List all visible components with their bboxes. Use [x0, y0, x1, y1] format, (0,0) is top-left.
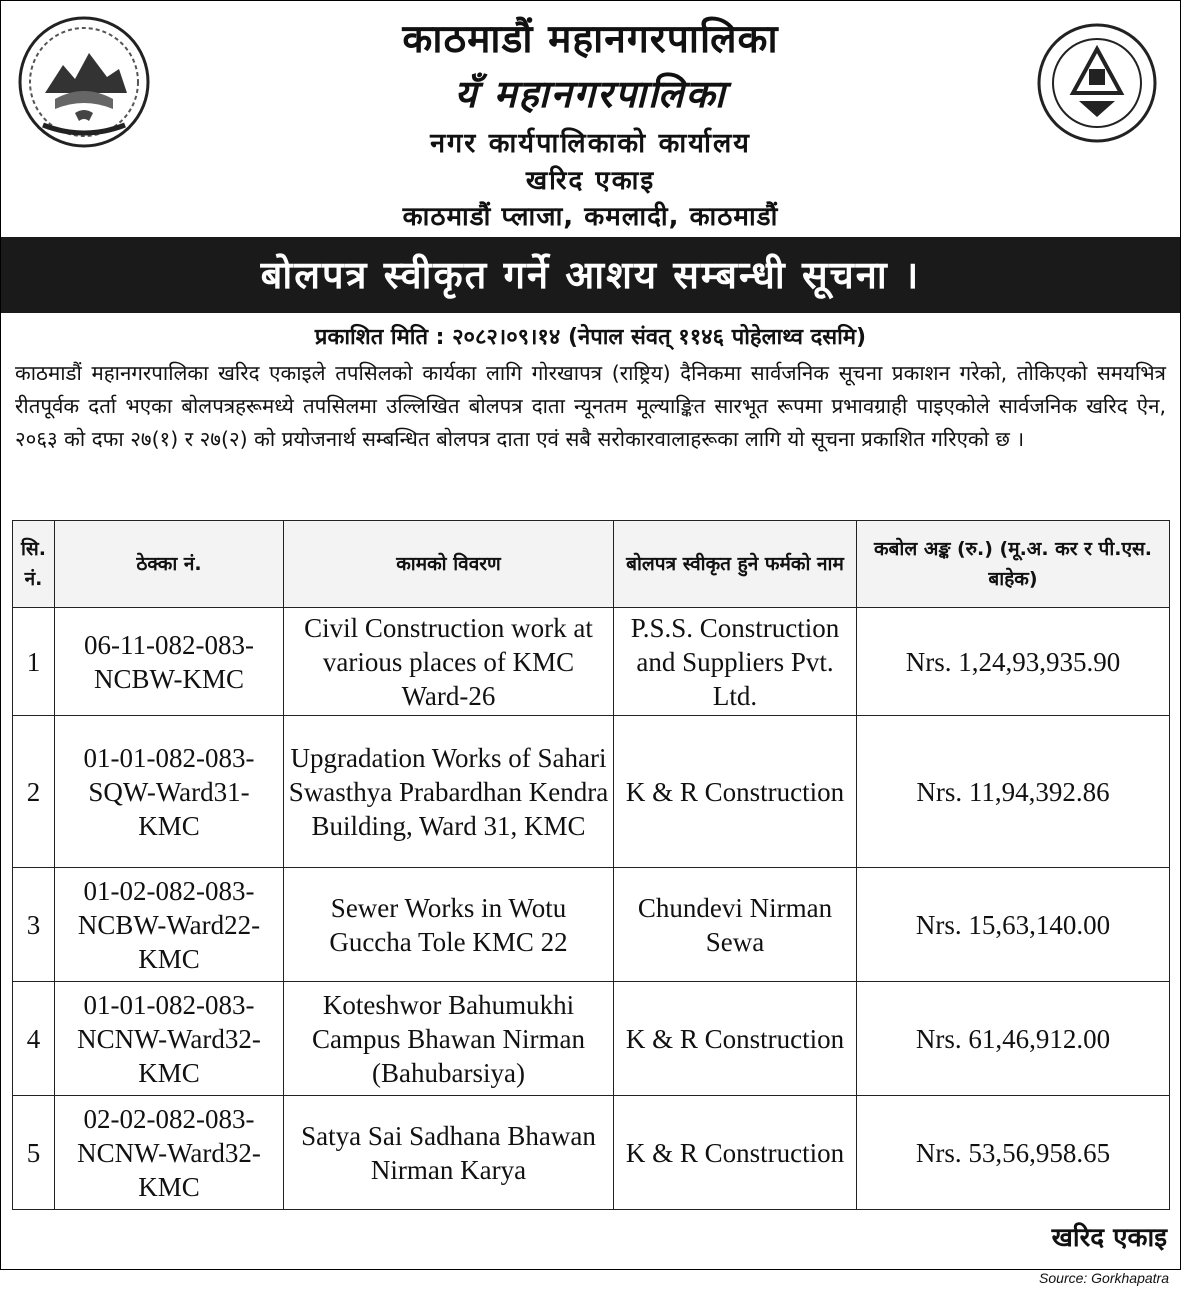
- cell-description: Civil Construction work at various places of KMC Ward-26: [284, 608, 614, 716]
- cell-firm: P.S.S. Construction and Suppliers Pvt. Ltd.: [614, 608, 857, 716]
- source-note: Source: Gorkhapatra: [1039, 1270, 1169, 1286]
- cell-description: Koteshwor Bahumukhi Campus Bhawan Nirman (Bahubarsiya): [284, 982, 614, 1096]
- table-row: [13, 868, 1170, 982]
- published-date: प्रकाशित मिति : २०८२।०९।१४ (नेपाल संवत् ११४६ पोहेलाथ्व दसमि): [314, 325, 867, 350]
- header-firm: बोलपत्र स्वीकृत हुने फर्मको नाम: [614, 521, 857, 608]
- header-sn: सि. नं.: [13, 521, 55, 608]
- cell-contract-no: 01-01-082-083-SQW-Ward31-KMC: [55, 716, 284, 868]
- notice-body: काठमाडौं महानगरपालिका खरिद एकाइले तपसिलको कार्यका लागि गोरखापत्र (राष्ट्रिय) दैनिकमा सार्वजनिक सूचना प्रकाशन गरेको, तोकिएको समयभित्र रीतपूर्वक दर्ता भएका बोलपत्रहरूमध्ये तपसिलमा उल्लिखित बोलपत्र दाता न्यूनतम मूल्याङ्कित सारभूत रूपमा प्रभावग्राही पाइएकोले सार्वजनिक खरिद ऐन, २०६३ को दफा २७(१) र २७(२) को प्रयोजनार्थ सम्बन्धित बोलपत्र दाता एवं सबै सरोकारवालाहरूका लागि यो सूचना प्रकाशित गरिएको छ ।: [15, 361, 1166, 451]
- header-amount: कबोल अङ्क (रु.) (मू.अ. कर र पी.एस. बाहेक): [857, 521, 1170, 608]
- unit-name: खरिद एकाइ: [525, 166, 656, 196]
- cell-description: Sewer Works in Wotu Guccha Tole KMC 22: [284, 868, 614, 982]
- cell-firm: Chundevi Nirman Sewa: [614, 868, 857, 982]
- cell-amount: Nrs. 1,24,93,935.90: [857, 608, 1170, 716]
- header-contract-no: ठेक्का नं.: [55, 521, 284, 608]
- office-address: काठमाडौं प्लाजा, कमलादी, काठमाडौं: [402, 202, 779, 232]
- notice-title: बोलपत्र स्वीकृत गर्ने आशय सम्बन्धी सूचना ।: [1, 237, 1180, 313]
- kmc-seal-icon: [1029, 21, 1165, 145]
- cell-sn: 4: [13, 982, 55, 1096]
- table-row: [13, 982, 1170, 1096]
- cell-sn: 2: [13, 716, 55, 868]
- cell-sn: 1: [13, 608, 55, 716]
- tender-table: [12, 520, 1170, 1210]
- cell-sn: 3: [13, 868, 55, 982]
- cell-sn: 5: [13, 1096, 55, 1210]
- office-name: नगर कार्यपालिकाको कार्यालय: [430, 128, 751, 159]
- cell-amount: Nrs. 11,94,392.86: [857, 716, 1170, 868]
- header-description: कामको विवरण: [284, 521, 614, 608]
- table-row: [13, 1096, 1170, 1210]
- cell-contract-no: 02-02-082-083-NCNW-Ward32-KMC: [55, 1096, 284, 1210]
- cell-contract-no: 06-11-082-083-NCBW-KMC: [55, 608, 284, 716]
- cell-description: Upgradation Works of Sahari Swasthya Prabardhan Kendra Building, Ward 31, KMC: [284, 716, 614, 868]
- header: [1, 1, 1180, 237]
- table-row: [13, 716, 1170, 868]
- table-header-row: [13, 521, 1170, 608]
- cell-amount: Nrs. 53,56,958.65: [857, 1096, 1170, 1210]
- cell-firm: K & R Construction: [614, 982, 857, 1096]
- cell-firm: K & R Construction: [614, 1096, 857, 1210]
- cell-firm: K & R Construction: [614, 716, 857, 868]
- cell-description: Satya Sai Sadhana Bhawan Nirman Karya: [284, 1096, 614, 1210]
- cell-amount: Nrs. 15,63,140.00: [857, 868, 1170, 982]
- org-name-nepal-bhasa: यँ महानगरपालिका: [454, 72, 727, 116]
- cell-amount: Nrs. 61,46,912.00: [857, 982, 1170, 1096]
- cell-contract-no: 01-02-082-083-NCBW-Ward22-KMC: [55, 868, 284, 982]
- table-row: [13, 608, 1170, 716]
- footer-signature: खरिद एकाइ: [1051, 1223, 1167, 1253]
- org-name: काठमाडौं महानगरपालिका: [402, 17, 779, 62]
- cell-contract-no: 01-01-082-083-NCNW-Ward32-KMC: [55, 982, 284, 1096]
